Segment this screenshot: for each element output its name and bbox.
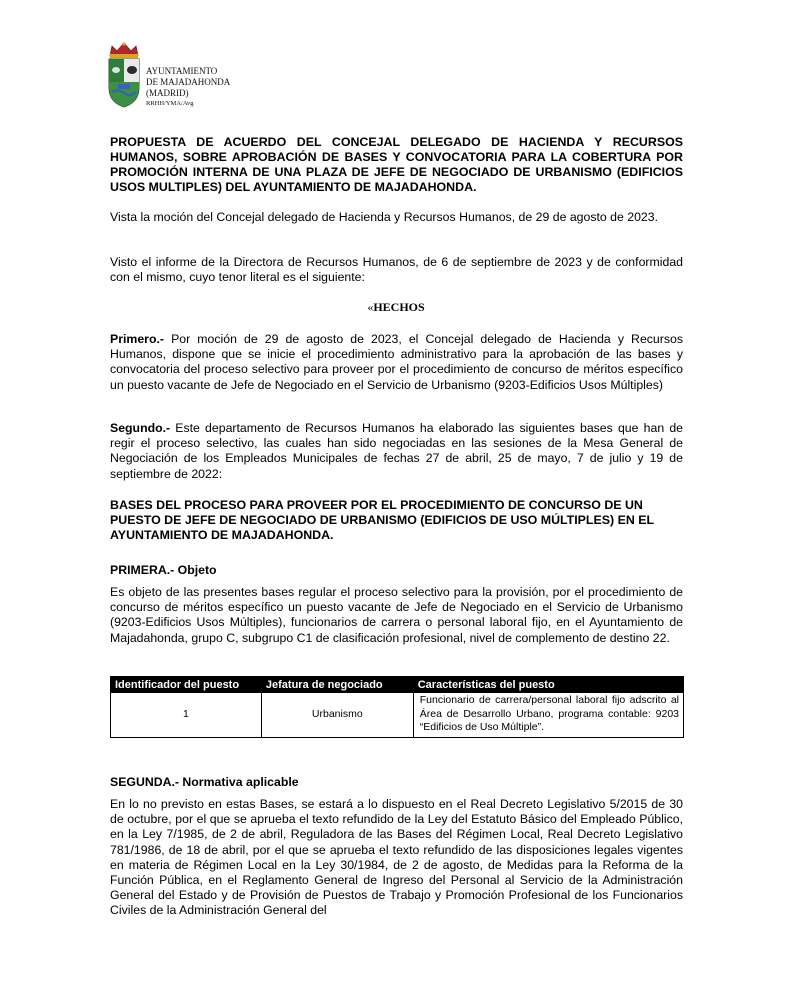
- position-table: [110, 676, 684, 738]
- column-header-jefatura: Jefatura de negociado: [261, 677, 413, 693]
- paragraph-primero: [110, 332, 683, 393]
- segundo-text: Este departamento de Recursos Humanos ha elaborado las siguientes bases que han de regir el proceso selectivo, las cuales han sido negociadas en las sesiones de la Mesa General de Negociación de los Empleados Municipales de fechas 27 de abril, 25 de mayo, 7 de julio y 19 de septiembre de 2022:: [110, 421, 683, 481]
- paragraph-segundo: [110, 421, 683, 482]
- bases-title: BASES DEL PROCESO PARA PROVEER POR EL PROCEDIMIENTO DE CONCURSO DE UN PUESTO DE JEFE DE NEGOCIADO DE URBANISMO (EDIFICIOS DE USO MÚLTIPLES) EN EL AYUNTAMIENTO DE MAJADAHONDA.: [110, 498, 654, 542]
- table-header-row: [111, 677, 684, 693]
- table-row: [111, 693, 684, 738]
- paragraph-primera: Es objeto de las presentes bases regular el proceso selectivo para la provisión, por el procedimiento de concurso de méritos específico un puesto vacante de Jefe de Negociado en el Servicio de Urbanismo (9203-Edificios Usos Múltiples), funcionarios de carrera o personal laboral fijo, en el Ayuntamiento de Majadahonda, grupo C, subgrupo C1 de clasificación profesional, nivel de complemento de destino 22.: [110, 585, 683, 645]
- section-segunda-heading: SEGUNDA.- Normativa aplicable: [110, 775, 299, 789]
- column-header-caracteristicas: Características del puesto: [413, 677, 683, 693]
- municipal-coat-of-arms-icon: [106, 40, 142, 110]
- document-reference: RRHH/YMA/Avg: [146, 100, 194, 107]
- org-line-1: AYUNTAMIENTO: [146, 66, 218, 76]
- cell-caracteristicas: Funcionario de carrera/personal laboral fijo adscrito al Área de Desarrollo Urbano, programa contable: 9203 “Edificios de Uso Múltiple”.: [413, 693, 683, 738]
- letterhead: [106, 40, 406, 112]
- organization-name: [146, 66, 230, 108]
- segundo-label: Segundo.-: [110, 421, 171, 435]
- section-primera-heading: PRIMERA.- Objeto: [110, 563, 217, 577]
- paragraph-informe: Visto el informe de la Directora de Recursos Humanos, de 6 de septiembre de 2023 y de conformidad con el mismo, cuyo tenor literal es el siguiente:: [110, 255, 683, 285]
- document-title: PROPUESTA DE ACUERDO DEL CONCEJAL DELEGADO DE HACIENDA Y RECURSOS HUMANOS, SOBRE APROBACIÓN DE BASES Y CONVOCATORIA PARA LA COBERTURA POR PROMOCIÓN INTERNA DE UNA PLAZA DE JEFE DE NEGOCIADO DE URBANISMO (EDIFICIOS USOS MULTIPLES) DEL AYUNTAMIENTO DE MAJADAHONDA.: [110, 135, 683, 194]
- paragraph-segunda: En lo no previsto en estas Bases, se estará a lo dispuesto en el Real Decreto Legislativo 5/2015 de 30 de octubre, por el que se aprueba el texto refundido de la Ley del Estatuto Básico del Empleado Público, en la Ley 7/1985, de 2 de abril, Reguladora de las Bases del Régimen Local, Real Decreto Legislativo 781/1986, de 18 de abril, por el que se aprueba el texto refundido de las disposiciones legales vigentes en materia de Régimen Local en la Ley 30/1984, de 2 de agosto, de Medidas para la Reforma de la Función Pública, en el Reglamento General de Ingreso del Personal al Servicio de la Administración General del Estado y de Provisión de Puestos de Trabajo y Promoción Profesional de los Funcionarios Civiles de la Administración General del: [110, 797, 683, 918]
- org-line-3: (MADRID): [146, 88, 189, 98]
- cell-jefatura: Urbanismo: [261, 693, 413, 738]
- primero-text: Por moción de 29 de agosto de 2023, el Concejal delegado de Hacienda y Recursos Humanos, dispone que se inicie el procedimiento administrativo para la aprobación de las bases y convocatoria del proceso selectivo para proveer por el procedimiento de concurso de méritos específico un puesto vacante de Jefe de Negociado en el Servicio de Urbanismo (9203-Edificios Usos Múltiples): [110, 332, 683, 392]
- quote-mark: «: [367, 300, 374, 314]
- column-header-identificador: Identificador del puesto: [111, 677, 262, 693]
- primero-label: Primero.-: [110, 332, 164, 346]
- org-line-2: DE MAJADAHONDA: [146, 77, 231, 87]
- cell-identificador: 1: [111, 693, 262, 738]
- hechos-label: HECHOS: [373, 300, 425, 314]
- section-heading-hechos: [0, 300, 792, 315]
- paragraph-mocion: Vista la moción del Concejal delegado de Hacienda y Recursos Humanos, de 29 de agosto de 2023.: [110, 210, 659, 224]
